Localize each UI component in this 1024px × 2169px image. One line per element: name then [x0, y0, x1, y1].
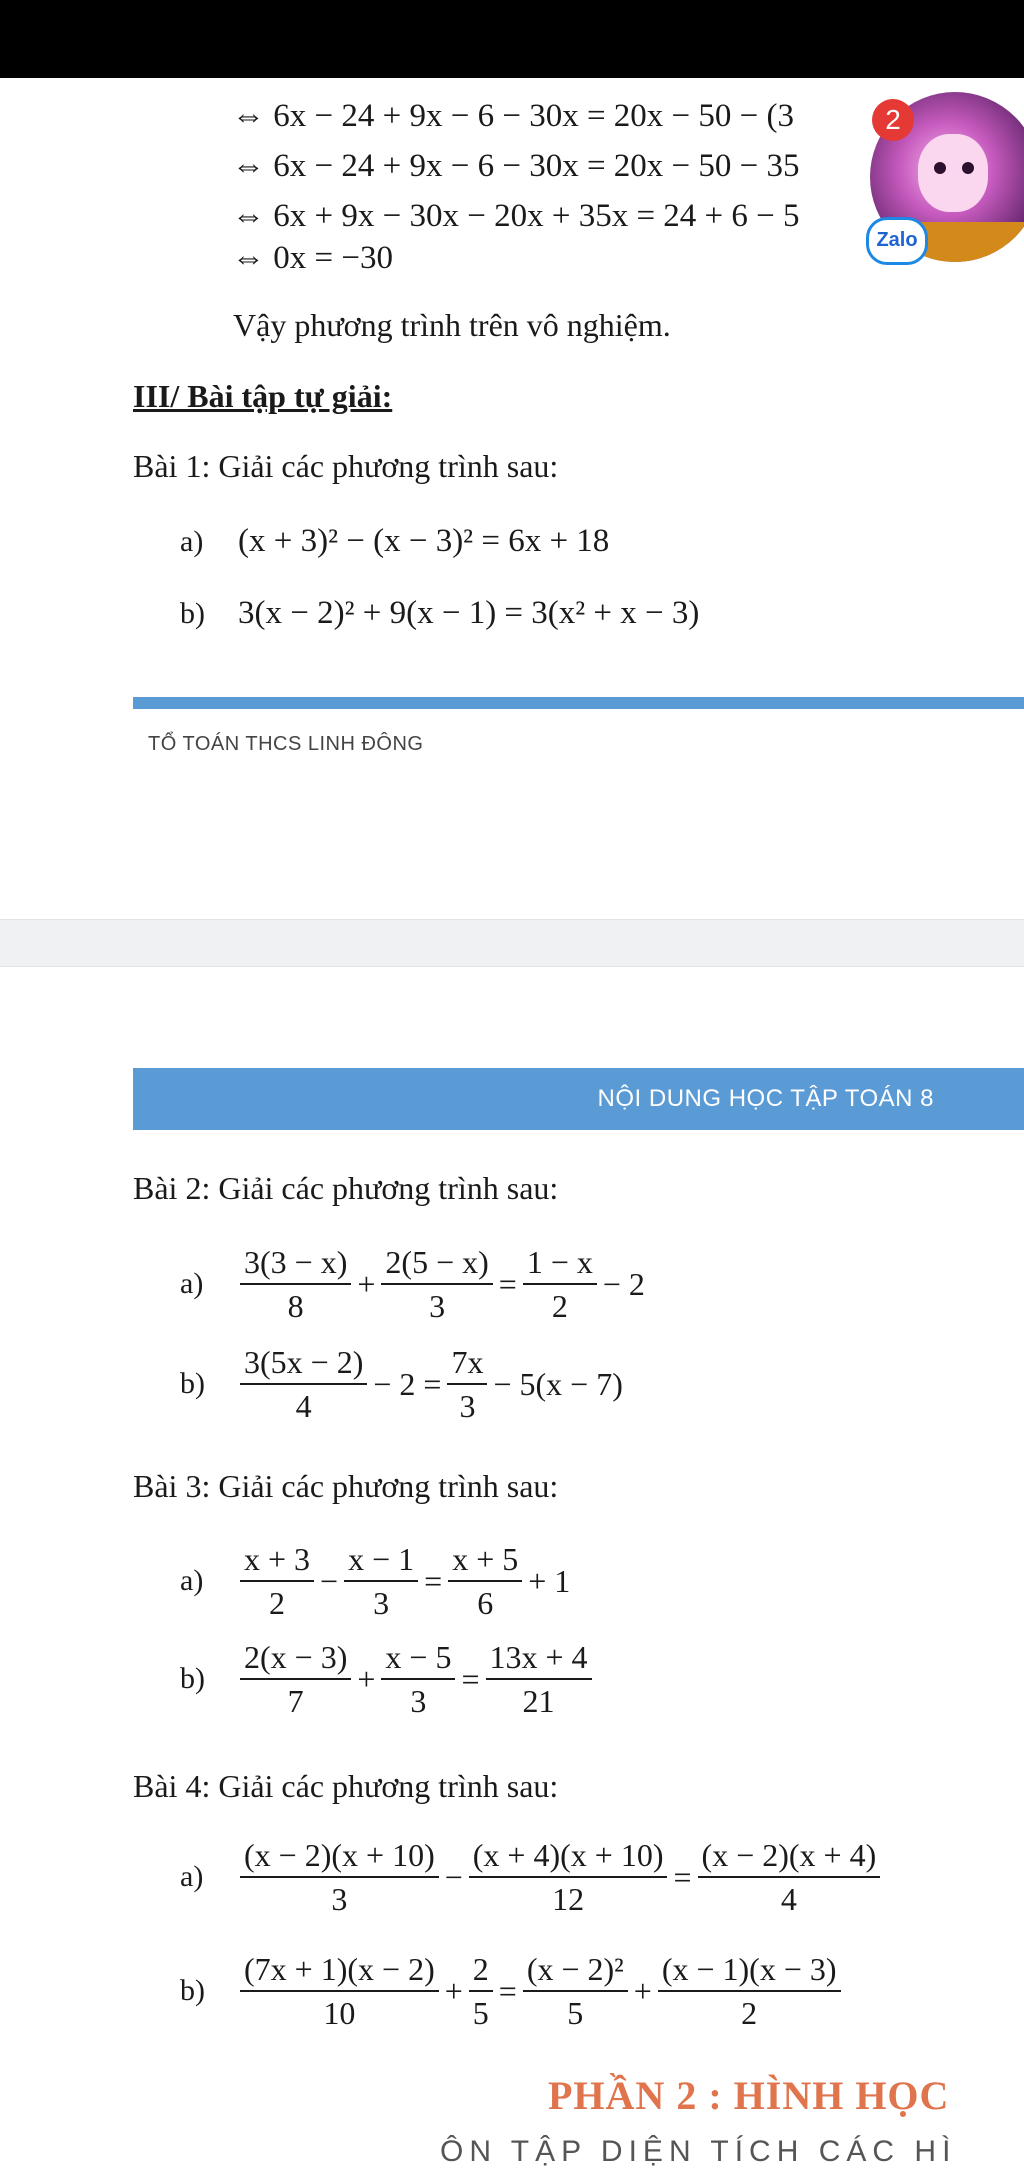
fraction: [447, 1345, 487, 1423]
denominator: 2: [741, 1995, 758, 2031]
operator: − 2 =: [373, 1365, 442, 1402]
bai3-b: [180, 1640, 594, 1718]
denominator: 3: [331, 1881, 348, 1917]
operator: + 1: [528, 1562, 571, 1599]
solution-line-1: ⇔ 6x − 24 + 9x − 6 − 30x = 20x − 50 − (3: [232, 98, 795, 134]
denominator: 6: [477, 1585, 494, 1621]
avatar-face: [918, 134, 988, 212]
denominator: 4: [295, 1388, 312, 1424]
denominator: 10: [323, 1995, 356, 2031]
operator: +: [633, 1972, 652, 2009]
bai1-b: [180, 595, 699, 632]
denominator: 5: [472, 1995, 489, 2031]
numerator: (x − 2)(x + 4): [698, 1838, 881, 1878]
fraction: [469, 1952, 493, 2030]
equation: 3(x − 2)² + 9(x − 1) = 3(x² + x − 3): [238, 595, 700, 631]
denominator: 4: [780, 1881, 797, 1917]
item-label: b): [180, 1367, 205, 1400]
fraction: [523, 1245, 597, 1323]
item-label: b): [180, 1662, 205, 1695]
solution-line-3: ⇔ 6x + 9x − 30x − 20x + 35x = 24 + 6 − 5: [232, 198, 800, 234]
zalo-logo-icon[interactable]: Zalo: [866, 217, 928, 265]
page-footer-text: TỔ TOÁN THCS LINH ĐÔNG: [148, 733, 424, 755]
denominator: 3: [410, 1683, 427, 1719]
numerator: (x + 4)(x + 10): [469, 1838, 668, 1878]
fraction: [448, 1542, 522, 1620]
numerator: x + 3: [240, 1542, 314, 1582]
operator: =: [424, 1562, 443, 1599]
item-label: a): [180, 1267, 204, 1300]
bai2-a: [180, 1245, 649, 1323]
operator: −: [320, 1562, 339, 1599]
numerator: 2: [469, 1952, 493, 1992]
numerator: 1 − x: [523, 1245, 597, 1285]
bai4-title: Bài 4: Giải các phương trình sau:: [133, 1768, 559, 1804]
page-break: [0, 919, 1024, 967]
numerator: 7x: [447, 1345, 487, 1385]
numerator: (x − 2)²: [523, 1952, 628, 1992]
numerator: (x − 2)(x + 10): [240, 1838, 439, 1878]
item-label: a): [180, 1564, 204, 1597]
numerator: (7x + 1)(x − 2): [240, 1952, 439, 1992]
page-header-text: NỘI DUNG HỌC TẬP TOÁN 8: [597, 1085, 934, 1112]
fraction: [344, 1542, 418, 1620]
status-bar: [0, 0, 1024, 78]
denominator: 3: [429, 1288, 446, 1324]
fraction: [698, 1838, 881, 1916]
fraction: [240, 1345, 367, 1423]
avatar-eye: [934, 162, 946, 174]
item-label: b): [180, 596, 205, 630]
operator: +: [357, 1660, 376, 1697]
operator: =: [673, 1858, 692, 1895]
section2-title: PHẦN 2 : HÌNH HỌC: [548, 2073, 950, 2118]
section-heading: III/ Bài tập tự giải:: [133, 378, 393, 414]
operator: =: [498, 1972, 517, 2009]
fraction: [240, 1952, 439, 2030]
operator: − 2: [602, 1265, 645, 1302]
operator: +: [444, 1972, 463, 2009]
numerator: 13x + 4: [486, 1640, 592, 1680]
page-footer-rule: [133, 697, 1024, 709]
bai2-b: [180, 1345, 627, 1423]
fraction: [381, 1640, 455, 1718]
page-header-band: [133, 1068, 1024, 1130]
fraction: [240, 1542, 314, 1620]
numerator: (x − 1)(x − 3): [658, 1952, 841, 1992]
bai4-b: [180, 1952, 843, 2030]
denominator: 21: [522, 1683, 555, 1719]
conclusion-text: Vậy phương trình trên vô nghiệm.: [233, 307, 671, 343]
denominator: 3: [373, 1585, 390, 1621]
numerator: 3(5x − 2): [240, 1345, 367, 1385]
bai4-a: [180, 1838, 882, 1916]
avatar-eye: [962, 162, 974, 174]
fraction: [240, 1245, 351, 1323]
numerator: x − 5: [381, 1640, 455, 1680]
numerator: x + 5: [448, 1542, 522, 1582]
operator: =: [498, 1265, 517, 1302]
fraction: [240, 1838, 439, 1916]
bai1-title: Bài 1: Giải các phương trình sau:: [133, 448, 559, 484]
operator: − 5(x − 7): [493, 1365, 623, 1402]
item-label: a): [180, 1860, 204, 1893]
item-label: a): [180, 524, 204, 558]
fraction: [469, 1838, 668, 1916]
bai3-a: [180, 1542, 574, 1620]
operator: =: [461, 1660, 480, 1697]
numerator: x − 1: [344, 1542, 418, 1582]
numerator: 2(x − 3): [240, 1640, 351, 1680]
equation: (x + 3)² − (x − 3)² = 6x + 18: [238, 523, 610, 559]
bai2-title: Bài 2: Giải các phương trình sau:: [133, 1170, 559, 1206]
denominator: 2: [269, 1585, 286, 1621]
solution-line-4: ⇔ 0x = −30: [232, 240, 393, 276]
numerator: 2(5 − x): [381, 1245, 492, 1285]
denominator: 2: [551, 1288, 568, 1324]
denominator: 12: [552, 1881, 585, 1917]
fraction: [658, 1952, 841, 2030]
notification-badge: 2: [872, 99, 914, 141]
denominator: 8: [287, 1288, 304, 1324]
fraction: [240, 1640, 351, 1718]
operator: +: [357, 1265, 376, 1302]
denominator: 5: [567, 1995, 584, 2031]
fraction: [523, 1952, 628, 2030]
solution-line-2: ⇔ 6x − 24 + 9x − 6 − 30x = 20x − 50 − 35: [232, 148, 800, 184]
denominator: 3: [459, 1388, 476, 1424]
denominator: 7: [287, 1683, 304, 1719]
numerator: 3(3 − x): [240, 1245, 351, 1285]
bai1-a: [180, 523, 609, 560]
fraction: [381, 1245, 492, 1323]
item-label: b): [180, 1974, 205, 2007]
operator: −: [444, 1858, 463, 1895]
bai3-title: Bài 3: Giải các phương trình sau:: [133, 1468, 559, 1504]
cut-off-subtitle: ÔN TẬP DIỆN TÍCH CÁC HÌ: [440, 2135, 957, 2168]
fraction: [486, 1640, 592, 1718]
